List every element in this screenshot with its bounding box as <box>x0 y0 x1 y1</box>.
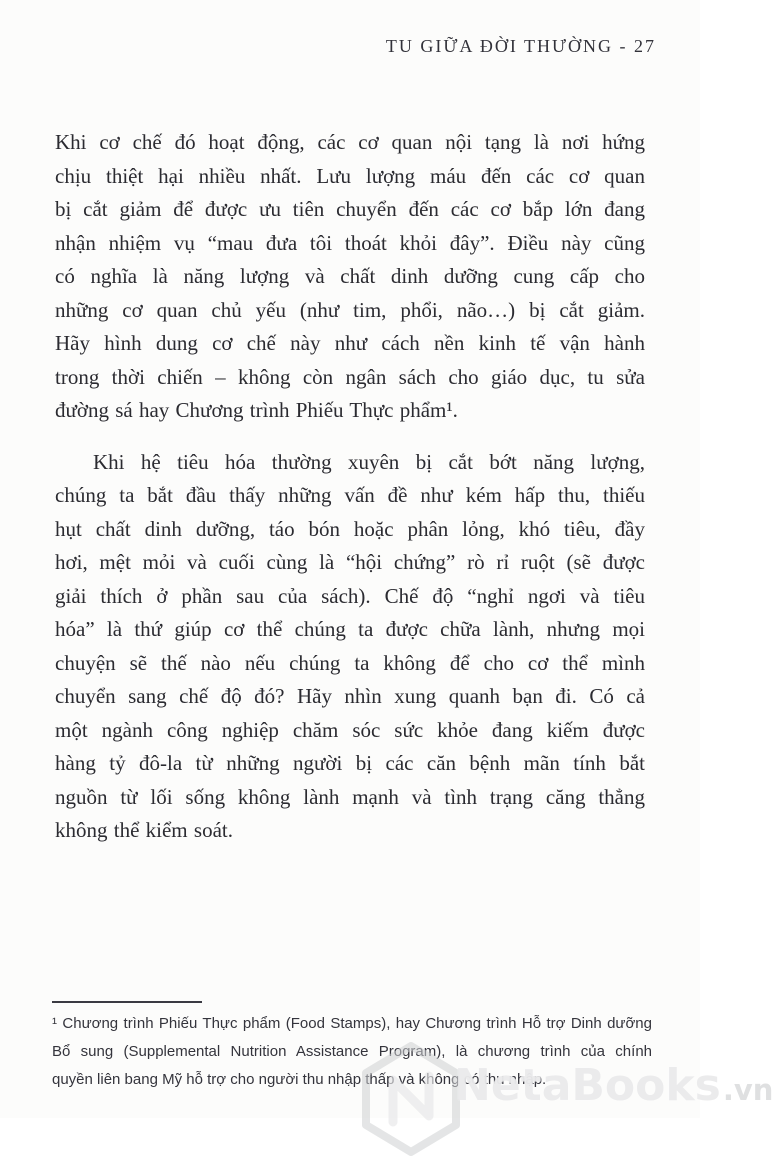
text-line: trong thời chiến – không còn ngân sách cho giáo dục, tu sửa <box>55 364 645 389</box>
text-line: đường sá hay Chương trình Phiếu Thực phẩm¹. <box>55 398 458 422</box>
text-line: Khi hệ tiêu hóa thường xuyên bị cắt bớt năng lượng, <box>93 449 645 474</box>
text-line: chuyện sẽ thế nào nếu chúng ta không để cho cơ thể mình <box>55 650 645 675</box>
text-line: chúng ta bắt đầu thấy những vấn đề như kém hấp thu, thiếu <box>55 483 645 507</box>
running-header: TU GIỮA ĐỜI THƯỜNG - 27 <box>385 36 656 56</box>
text-line: không thể kiểm soát. <box>55 818 233 842</box>
footnote <box>52 1001 652 1094</box>
text-line: Hãy hình dung cơ chế này như cách nền kinh tế vận hành <box>55 331 645 355</box>
paragraph <box>55 446 645 848</box>
text-line: hóa” là thứ giúp cơ thể chúng ta được chữa lành, nhưng mọi <box>55 617 645 641</box>
text-line: hơi, mệt mỏi và cuối cùng là “hội chứng” rò rỉ ruột (sẽ được <box>55 550 645 574</box>
text-line: hụt chất dinh dưỡng, táo bón hoặc phân lỏng, khó tiêu, đầy <box>55 516 645 541</box>
text-line: một ngành công nghiệp chăm sóc sức khỏe đang kiếm được <box>55 717 645 742</box>
text-line: nhận nhiệm vụ “mau đưa tôi thoát khỏi đây”. Điều này cũng <box>55 230 645 255</box>
text-line: hàng tỷ đô-la từ những người bị các căn bệnh mãn tính bắt <box>55 751 645 775</box>
footnote-line: quyền liên bang Mỹ hỗ trợ cho người thu nhập thấp và không có thu nhập. <box>52 1071 547 1088</box>
body-text <box>55 126 645 866</box>
text-line: Khi cơ chế đó hoạt động, các cơ quan nội tạng là nơi hứng <box>55 130 645 154</box>
watermark-domain-suffix: .vn <box>722 1073 773 1107</box>
footnote-line: ¹ Chương trình Phiếu Thực phẩm (Food Stamps), hay Chương trình Hỗ trợ Dinh dưỡng <box>52 1015 652 1032</box>
text-line: giải thích ở phần sau của sách). Chế độ “nghỉ ngơi và tiêu <box>55 583 645 608</box>
paragraph <box>55 126 645 428</box>
footnote-lines <box>52 1010 652 1094</box>
text-line: bị cắt giảm để được ưu tiên chuyển đến các cơ bắp lớn đang <box>55 197 645 221</box>
text-line: chuyển sang chế độ đó? Hãy nhìn xung quanh bạn đi. Có cả <box>55 684 645 708</box>
watermark-brand-text: NetaBooks <box>454 1060 721 1111</box>
text-line: những cơ quan chủ yếu (như tim, phổi, não…) bị cắt giảm. <box>55 297 645 322</box>
footnote-line: Bổ sung (Supplemental Nutrition Assistance Program), là chương trình của chính <box>52 1043 652 1060</box>
text-line: chịu thiệt hại nhiều nhất. Lưu lượng máu đến các cơ quan <box>55 163 645 188</box>
footnote-divider <box>52 1001 202 1003</box>
text-line: nguồn từ lối sống không lành mạnh và tình trạng căng thẳng <box>55 784 645 809</box>
text-line: có nghĩa là năng lượng và chất dinh dưỡng cung cấp cho <box>55 264 645 288</box>
